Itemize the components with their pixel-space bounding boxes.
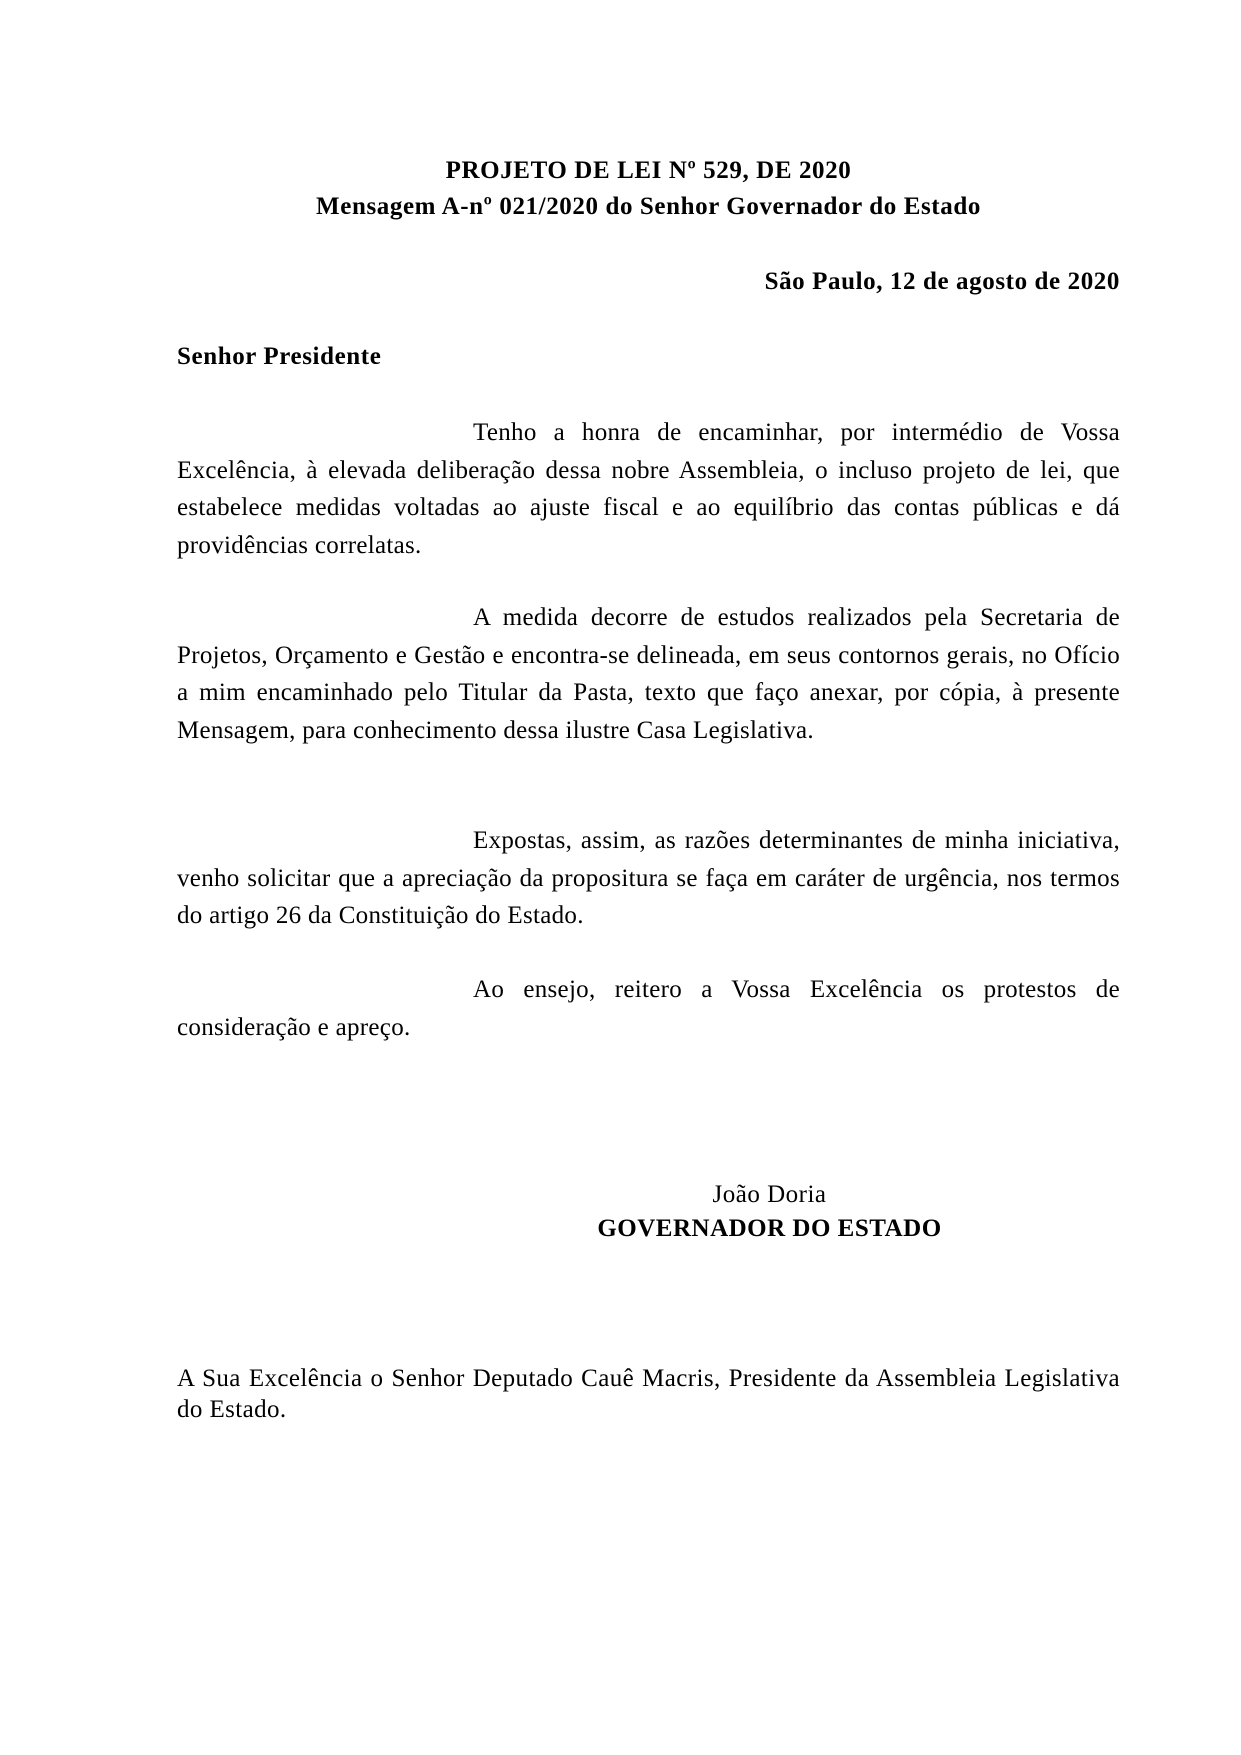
document-title: PROJETO DE LEI Nº 529, DE 2020 (445, 157, 852, 184)
document-header (177, 153, 1120, 225)
document-page (177, 0, 1120, 1755)
date-line: São Paulo, 12 de agosto de 2020 (764, 268, 1120, 295)
salutation: Senhor Presidente (177, 343, 382, 370)
signature-block (562, 1178, 977, 1246)
body-paragraph-4: Ao ensejo, reitero a Vossa Excelência os protestos de consideração e apreço. (177, 976, 1120, 1041)
body-paragraph-1: Tenho a honra de encaminhar, por intermédio de Vossa Excelência, à elevada deliberação dessa nobre Assembleia, o incluso projeto de lei, que estabelece medidas voltadas ao ajuste fiscal e ao equilíbrio das contas públicas e dá providências correlatas. (177, 419, 1120, 559)
signatory-role: GOVERNADOR DO ESTADO (597, 1215, 942, 1242)
body-paragraph-3: Expostas, assim, as razões determinantes de minha iniciativa, venho solicitar que a apreciação da propositura se faça em caráter de urgência, nos termos do artigo 26 da Constituição do Estado. (177, 827, 1120, 929)
signatory-name: João Doria (712, 1181, 827, 1208)
document-subtitle: Mensagem A-nº 021/2020 do Senhor Governador do Estado (316, 193, 981, 220)
addressee: A Sua Excelência o Senhor Deputado Cauê Macris, Presidente da Assembleia Legislativa do Estado. (177, 1365, 1120, 1423)
body-paragraph-2: A medida decorre de estudos realizados pela Secretaria de Projetos, Orçamento e Gestão e encontra-se delineada, em seus contornos gerais, no Ofício a mim encaminhado pelo Titular da Pasta, texto que faço anexar, por cópia, à presente Mensagem, para conhecimento dessa ilustre Casa Legislativa. (177, 604, 1120, 744)
